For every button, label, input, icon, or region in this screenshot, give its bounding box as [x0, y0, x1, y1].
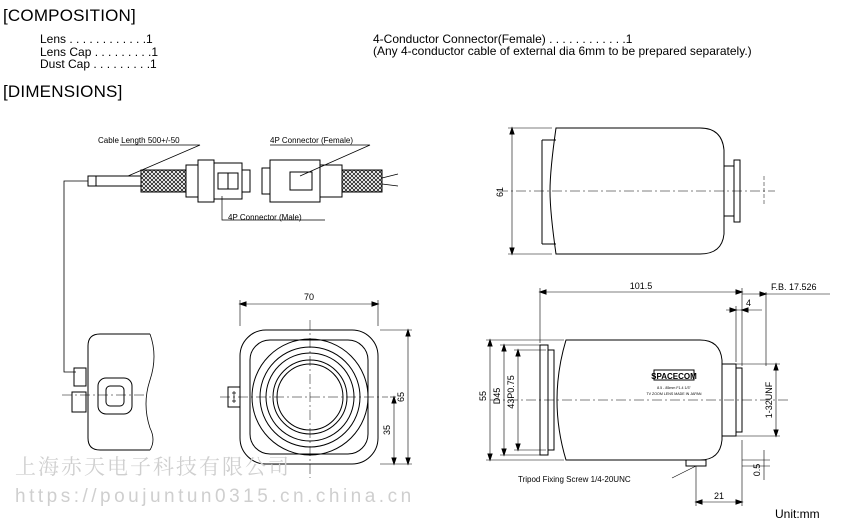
dim-flange-back: F.B. 17.526 [771, 282, 817, 292]
composition-title: [COMPOSITION] [3, 6, 136, 25]
composition-connector-item: 4-Conductor Connector(Female) . . . . . . . . . . . .1 [373, 32, 633, 46]
side-view [486, 288, 830, 506]
cable-assembly [64, 145, 398, 372]
lens-spec-line-2: TV ZOOM LENS MADE IN JAPAN [646, 392, 702, 396]
brand-label: SPACECOM [651, 372, 697, 381]
composition-item-dust-cap: Dust Cap . . . . . . . . .1 [40, 57, 157, 71]
dim-mount-thread: 1-32UNF [764, 381, 774, 419]
dim-tripod-offset: 0.5 [752, 463, 762, 477]
dim-height-side: 55 [478, 390, 488, 402]
top-view [498, 128, 775, 254]
dim-front-width: 70 [303, 292, 315, 302]
unit-label: Unit:mm [775, 507, 820, 521]
dim-tripod-position: 21 [713, 491, 725, 501]
composition-cable-note: (Any 4-conductor cable of external dia 6mm to be prepared separately.) [373, 44, 752, 58]
composition-item-lens-cap: Lens Cap . . . . . . . . .1 [40, 44, 159, 59]
dim-diameter-45: D45 [492, 387, 502, 405]
label-cable-length: Cable Length 500+/-50 [98, 136, 180, 145]
composition-item-lens: Lens . . . . . . . . . . . .1 [40, 32, 153, 46]
dim-diameter-43: 43P0.75 [506, 375, 516, 409]
lens-spec-line-1: 8.5 - 85mm F1.4 1/3" [657, 386, 691, 390]
dim-front-height: 65 [396, 391, 406, 403]
label-connector-female: 4P Connector (Female) [270, 136, 353, 145]
dimensions-title: [DIMENSIONS] [3, 82, 123, 101]
dim-front-center: 35 [382, 424, 392, 436]
dim-height-top: 61 [495, 186, 505, 198]
watermark-company: 上海赤天电子科技有限公司 [15, 456, 291, 479]
dim-overall-length: 101.5 [629, 281, 653, 291]
dim-mount-length: 4 [746, 298, 752, 308]
watermark-url: https://poujuntun0315.cn.china.cn [15, 486, 415, 507]
label-tripod-screw: Tripod Fixing Screw 1/4-20UNC [518, 475, 631, 484]
side-body-partial [62, 334, 154, 450]
label-connector-male: 4P Connector (Male) [228, 213, 302, 222]
